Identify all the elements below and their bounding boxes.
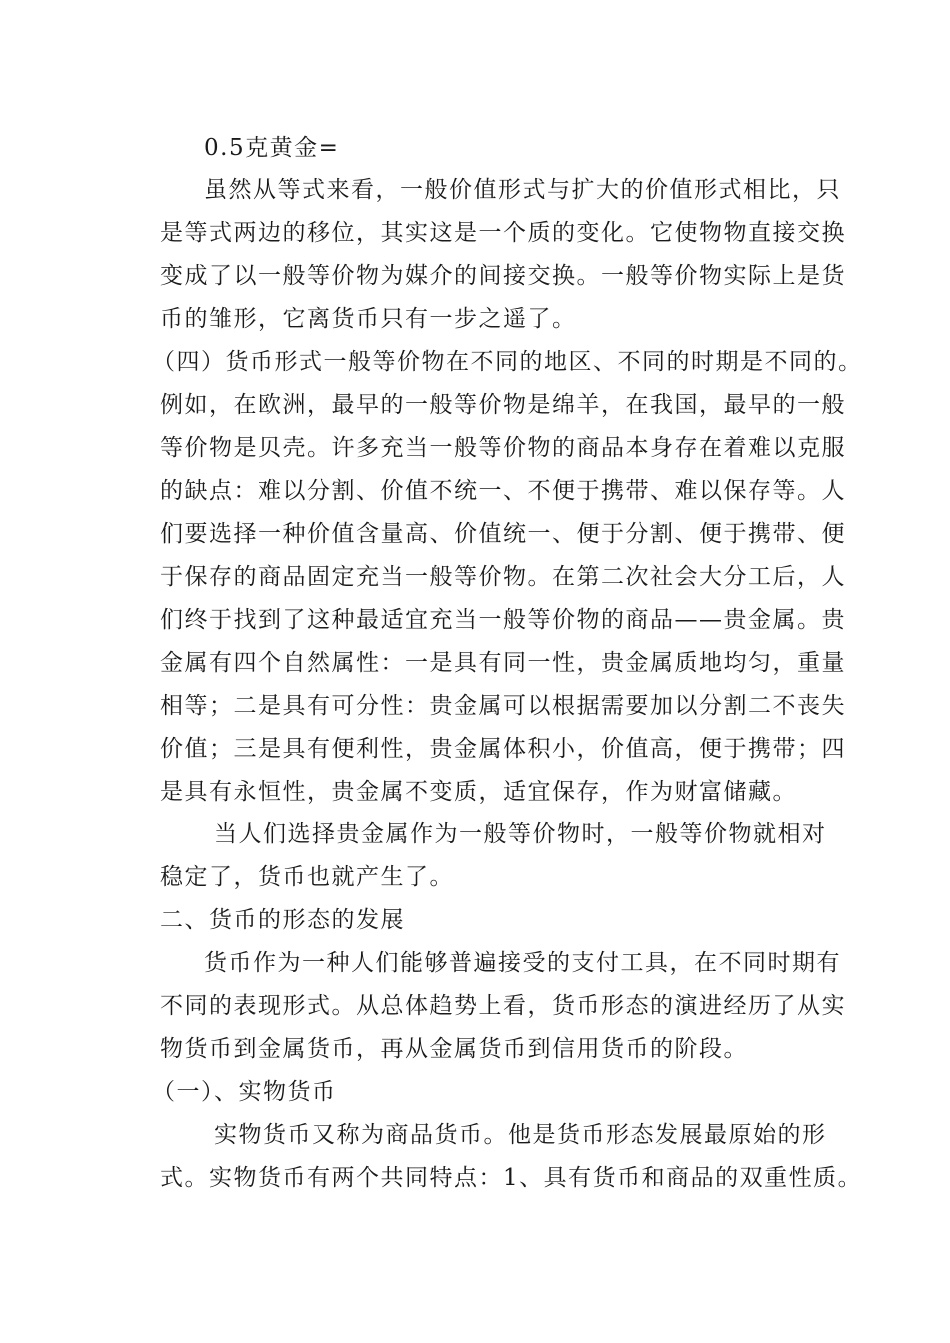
text-line: 等价物是贝壳。许多充当一般等价物的商品本身存在着难以克服 [160,435,846,461]
text-line: 稳定了，货币也就产生了。 [160,864,454,890]
text-line: 物货币到金属货币，再从金属货币到信用货币的阶段。 [160,1036,748,1062]
text-line: 0.5克黄金= [204,135,340,161]
text-line: （四）货币形式一般等价物在不同的地区、不同的时期是不同的。 [152,349,863,375]
text-line: 当人们选择贵金属作为一般等价物时，一般等价物就相对 [214,821,827,847]
text-line: 不同的表现形式。从总体趋势上看，货币形态的演进经历了从实 [160,993,846,1019]
text-line: 是具有永恒性，贵金属不变质，适宜保存，作为财富储藏。 [160,779,797,805]
text-line: 们终于找到了这种最适宜充当一般等价物的商品——贵金属。贵 [160,607,846,633]
text-line: 货币作为一种人们能够普遍接受的支付工具，在不同时期有 [204,950,841,976]
text-line: 虽然从等式来看，一般价值形式与扩大的价值形式相比，只 [204,177,841,203]
text-line: 们要选择一种价值含量高、价值统一、便于分割、便于携带、便 [160,521,846,547]
text-line: 相等；二是具有可分性：贵金属可以根据需要加以分割二不丧失 [160,693,846,719]
text-line: 变成了以一般等价物为媒介的间接交换。一般等价物实际上是货 [160,263,846,289]
text-line: 于保存的商品固定充当一般等价物。在第二次社会大分工后，人 [160,564,846,590]
section-heading: 二、货币的形态的发展 [160,907,405,933]
text-line: 式。实物货币有两个共同特点：1、具有货币和商品的双重性质。 [160,1165,863,1191]
text-line: 币的雏形，它离货币只有一步之遥了。 [160,306,577,332]
text-line: 金属有四个自然属性：一是具有同一性，贵金属质地均匀，重量 [160,650,846,676]
text-line: 是等式两边的移位，其实这是一个质的变化。它使物物直接交换 [160,220,846,246]
text-line: 的缺点：难以分割、价值不统一、不便于携带、难以保存等。人 [160,478,846,504]
text-line: 实物货币又称为商品货币。他是货币形态发展最原始的形 [214,1122,827,1148]
text-line: 例如，在欧洲，最早的一般等价物是绵羊，在我国，最早的一般 [160,392,846,418]
text-line: 价值；三是具有便利性，贵金属体积小，价值高，便于携带；四 [160,736,846,762]
subsection-heading: （一）、实物货币 [152,1079,337,1105]
